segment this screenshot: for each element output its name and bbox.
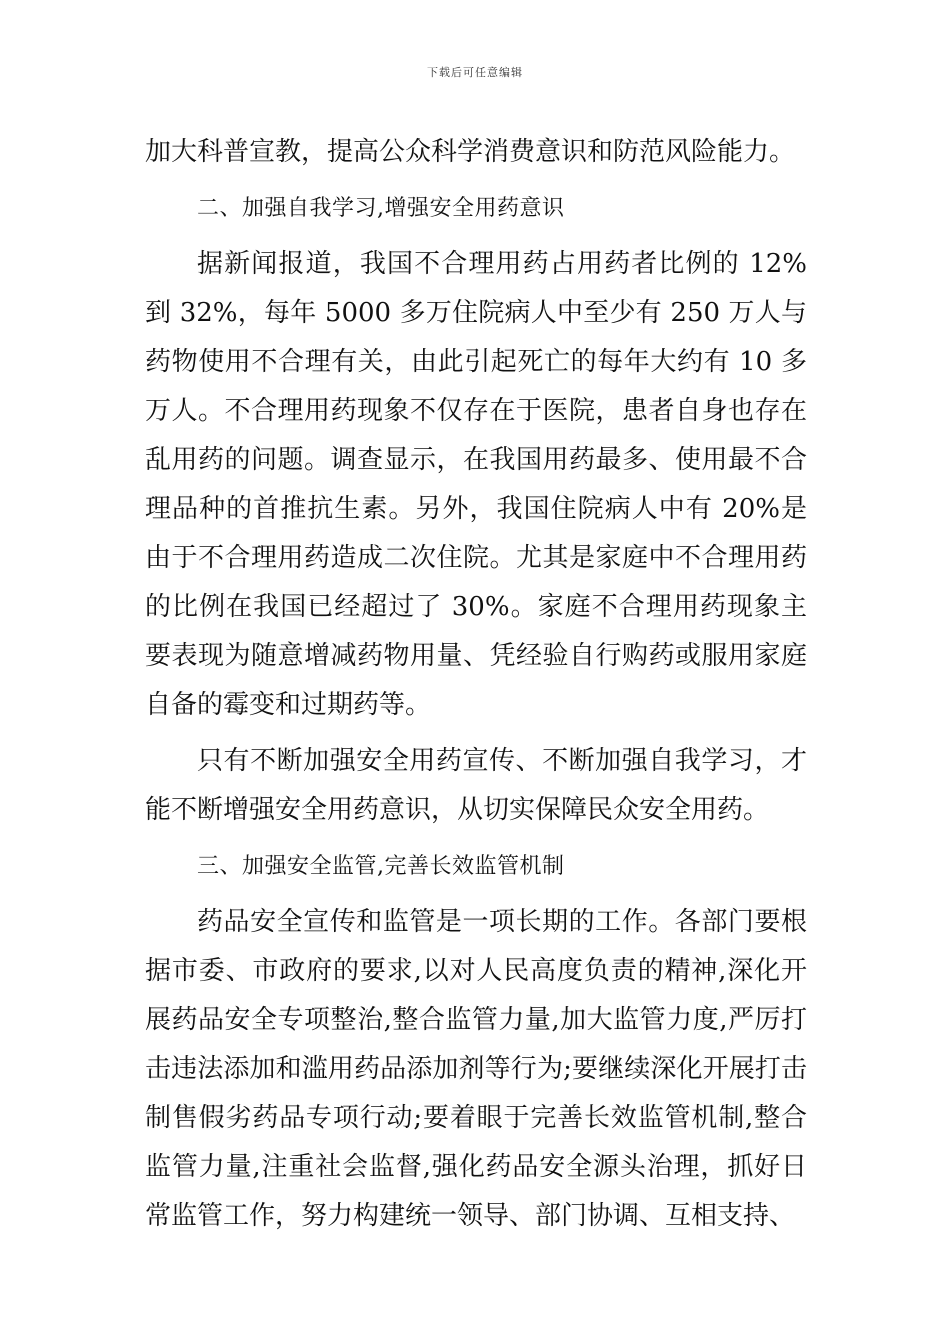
paragraph-continuation: 加大科普宣教，提高公众科学消费意识和防范风险能力。 <box>145 137 796 167</box>
paragraph-gap <box>145 891 807 898</box>
paragraph-gap <box>145 835 807 842</box>
section-heading-3: 三、加强安全监管,完善长效监管机制 <box>197 854 565 879</box>
section-heading-2: 二、加强自我学习,增强安全用药意识 <box>197 196 565 221</box>
paragraph-2a: 据新闻报道，我国不合理用药占用药者比例的 12%到 32%，每年 5000 多万住院病人中至少有 250 万人与药物使用不合理有关，由此引起死亡的每年大约有 10 多万人。不合理用药现象不仅存在于医院，患者自身也存在乱用药的问题。调查显示，在我国用药最多、使用最不合理品种的首推抗生素。另外，我国住院病人中有 20%是由于不合理用药造成二次住院。尤其是家庭中不合理用药的比例在我国已经超过了 30%。家庭不合理用药现象主要表现为随意增减药物用量、凭经验自行购药或服用家庭自备的霉变和过期药等。 <box>145 249 807 720</box>
paragraph-gap <box>145 177 807 184</box>
paragraph-3a: 药品安全宣传和监管是一项长期的工作。各部门要根据市委、市政府的要求,以对人民高度负责的精神,深化开展药品安全专项整治,整合监管力量,加大监管力度,严厉打击违法添加和滥用药品添加剂等行为;要继续深化开展打击制售假劣药品专项行动;要着眼于完善长效监管机制,整合监管力量,注重社会监督,强化药品安全源头治理，抓好日常监管工作，努力构建统一领导、部门协调、互相支持、 <box>145 907 807 1231</box>
document-body <box>145 128 807 1241</box>
paragraph-gap <box>145 233 807 240</box>
paragraph-2b: 只有不断加强安全用药宣传、不断加强自我学习，才能不断增强安全用药意识，从切实保障民众安全用药。 <box>145 746 807 825</box>
page-header: 下载后可任意编辑 <box>427 66 523 79</box>
paragraph-gap <box>145 730 807 737</box>
